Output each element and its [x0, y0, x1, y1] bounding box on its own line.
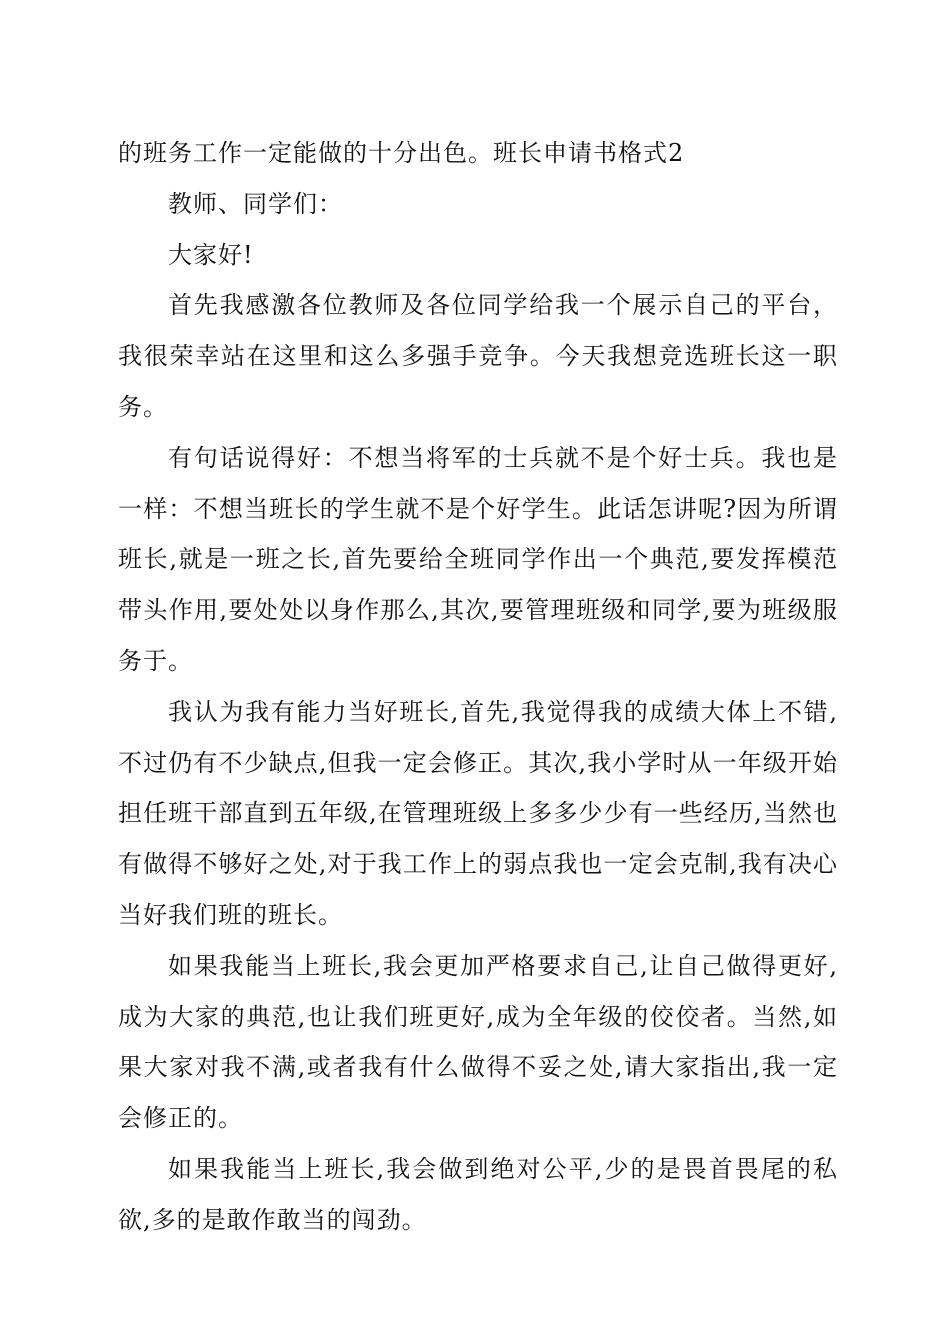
- paragraph-fairness: 如果我能当上班长,我会做到绝对公平,少的是畏首畏尾的私欲,多的是敢作敢当的闯劲。: [118, 1154, 838, 1234]
- document-body: [118, 128, 838, 1246]
- greeting: 大家好!: [168, 240, 254, 269]
- paragraph-motivation: 有句话说得好：不想当将军的士兵就不是个好士兵。我也是一样：不想当班长的学生就不是个好学生。此话怎讲呢?因为所谓班长,就是一班之长,首先要给全班同学作出一个典范,要发挥模范带头作用,要处处以身作那么,其次,要管理班级和同学,要为班级服务于。: [118, 443, 838, 675]
- paragraph-continuation: 的班务工作一定能做的十分出色。班长申请书格式2: [118, 139, 685, 167]
- paragraph-commitment: 如果我能当上班长,我会更加严格要求自己,让自己做得更好,成为大家的典范,也让我们班更好,成为全年级的佼佼者。当然,如果大家对我不满,或者我有什么做得不妥之处,请大家指出,我一定会修正的。: [118, 951, 838, 1133]
- salutation: 教师、同学们：: [168, 189, 343, 218]
- paragraph-intro: 首先我感激各位教师及各位同学给我一个展示自己的平台，我很荣幸站在这里和这么多强手竞争。今天我想竞选班长这一职务。: [118, 291, 838, 421]
- paragraph-ability: 我认为我有能力当好班长,首先,我觉得我的成绩大体上不错,不过仍有不少缺点,但我一定会修正。其次,我小学时从一年级开始担任班干部直到五年级,在管理班级上多多少少有一些经历,当然也有做得不够好之处,对于我工作上的弱点我也一定会克制,我有决心当好我们班的班长。: [118, 697, 838, 929]
